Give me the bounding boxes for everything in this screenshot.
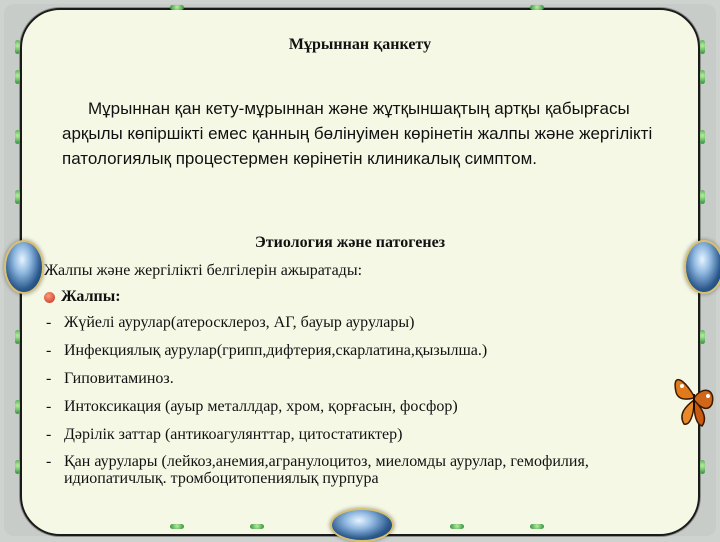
list-dash: - xyxy=(46,453,52,470)
intro-text: Жалпы және жергілікті белгілерін ажыратады: xyxy=(44,262,363,279)
green-dot-icon xyxy=(15,190,20,204)
green-dot-icon xyxy=(700,330,705,344)
green-dot-icon xyxy=(700,130,705,144)
list-item-text: Дәрілік заттар (антикоагулянттар, цитостатиктер) xyxy=(64,426,403,443)
butterfly-icon xyxy=(672,366,716,430)
green-dot-icon xyxy=(530,524,544,529)
green-dot-icon xyxy=(700,460,705,474)
cause-list xyxy=(44,313,664,487)
list-dash: - xyxy=(46,426,52,443)
list-item xyxy=(44,341,664,360)
list-item xyxy=(44,369,664,388)
list-item-text: Қан аурулары (лейкоз,анемия,агранулоцитоз, миеломды аурулар, гемофилия, идиопатичлық. тромбоцитопениялық пурпура xyxy=(64,453,589,487)
list-item xyxy=(44,397,664,416)
definition-paragraph xyxy=(62,96,662,171)
green-dot-icon xyxy=(700,70,705,84)
globe-icon xyxy=(330,508,394,542)
list-item xyxy=(44,453,664,487)
list-item-text: Интоксикация (ауыр металлдар, хром, қорғасын, фосфор) xyxy=(64,398,458,415)
list-item-text: Гиповитаминоз. xyxy=(64,370,174,387)
green-dot-icon xyxy=(700,190,705,204)
green-dot-icon xyxy=(15,130,20,144)
green-dot-icon xyxy=(170,524,184,529)
list-dash: - xyxy=(46,398,52,415)
green-dot-icon xyxy=(170,5,184,10)
green-dot-icon xyxy=(15,460,20,474)
green-dot-icon xyxy=(250,524,264,529)
list-dash: - xyxy=(46,314,52,331)
green-dot-icon xyxy=(15,400,20,414)
bullet-dot-icon xyxy=(44,292,55,303)
list-item xyxy=(44,425,664,444)
definition-text: Мұрыннан қан кету-мұрыннан және жұтқыншақтың артқы қабырғасы арқылы көпіршікті емес қанның бөлінуімен көрінетін жалпы және жергілікті патологиялық процестермен көрінетін клиникалық симптом. xyxy=(62,99,653,168)
bullet-label: Жалпы: xyxy=(61,288,121,305)
list-item-text: Инфекциялық аурулар(грипп,дифтерия,скарлатина,қызылша.) xyxy=(64,342,488,359)
slide-title: Мұрыннан қанкету xyxy=(288,36,432,53)
green-dot-icon xyxy=(15,330,20,344)
green-dot-icon xyxy=(15,70,20,84)
bullet-heading xyxy=(44,288,121,306)
list-dash: - xyxy=(46,342,52,359)
section-subtitle: Этиология және патогенез xyxy=(254,234,446,251)
list-item-text: Жүйелі аурулар(атеросклероз, АГ, бауыр аурулары) xyxy=(64,314,415,331)
green-dot-icon xyxy=(530,5,544,10)
list-dash: - xyxy=(46,370,52,387)
green-dot-icon xyxy=(450,524,464,529)
list-item xyxy=(44,313,664,332)
